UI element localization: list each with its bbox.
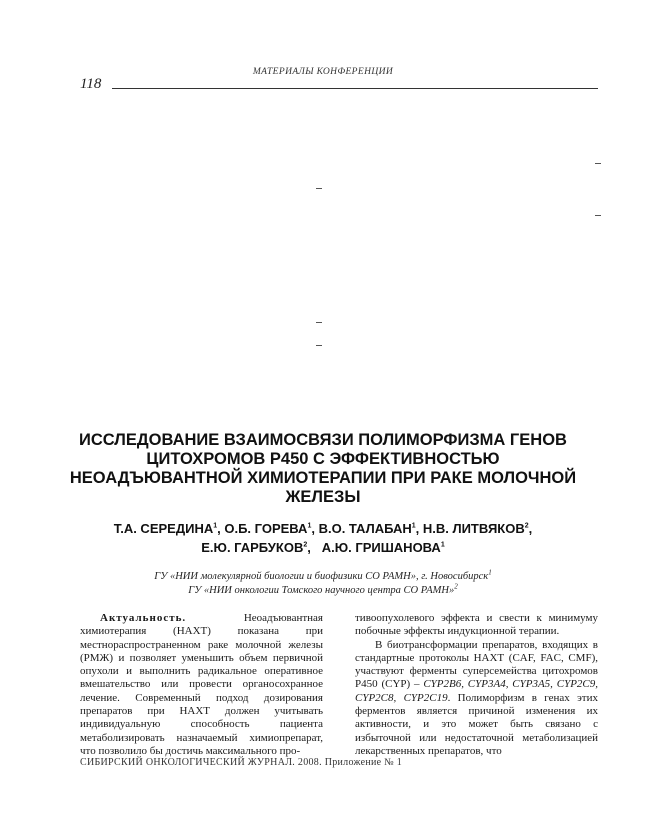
author-name: Т.А. СЕРЕДИНА [113,521,214,536]
author-separator: , [307,540,319,555]
page-number: 118 [80,76,102,92]
author-name: Н.В. ЛИТВЯКОВ [422,521,525,536]
stray-mark [595,163,601,164]
author-affil-number: 1 [440,541,445,549]
header-rule [112,88,598,89]
body-column-right [355,612,598,758]
stray-mark [316,188,322,189]
paragraph [355,639,598,759]
author-separator: , [415,521,423,536]
author-affil-number: 1 [213,522,218,530]
affiliation-number: 1 [488,568,492,577]
author-name: О.Б. ГОРЕВА [224,521,308,536]
author-list [60,519,586,557]
author-affil-number: 2 [303,541,308,549]
author-name: В.О. ТАЛАБАН [318,521,412,536]
affiliations [60,570,586,598]
paragraph-text: В биотрансформации препаратов, входящих в стандартные протоколы НАХТ (CAF, FAC, CMF), участвуют ферменты суперсемейства цитохромов Р450 (CYP) – [355,638,598,691]
author-separator: , [217,521,225,536]
author [114,521,225,536]
affiliation [60,570,586,584]
author-separator: , [311,521,319,536]
author [201,540,318,555]
journal-footer: СИБИРСКИЙ ОНКОЛОГИЧЕСКИЙ ЖУРНАЛ. 2008. Приложение № 1 [80,757,403,768]
author [319,521,423,536]
paragraph [80,612,323,758]
affiliation-number: 2 [454,582,458,591]
affiliation-text: ГУ «НИИ онкологии Томского научного центра СО РАМН» [188,585,455,596]
paragraph-text: Неоадъювантная химиотерапия (НАХТ) показана при местнораспространенном раке молочной железы (РМЖ) и позволяет уменьшить объем первичной опухоли и выполнить радикальное оперативное вмешательство или провести органосохранное лечение. Современный подход дозирования препаратов при НАХТ должен учитывать индивидуальную способность пациента метаболизировать назначаемый химиопрепарат, что позволило бы достичь максимального про- [80,612,323,757]
author [322,540,445,555]
affiliation [60,584,586,598]
author-affil-number: 2 [524,522,529,530]
author-name: Е.Ю. ГАРБУКОВ [201,540,304,555]
body-column-left [80,612,323,758]
running-head: МАТЕРИАЛЫ КОНФЕРЕНЦИИ [252,67,394,77]
stray-mark [595,215,601,216]
paragraph: тивоопухолевого эффекта и свести к минимуму побочные эффекты индукционной терапии. [355,612,598,638]
lead-label: Актуальность. [100,612,187,624]
author [224,521,318,536]
stray-mark [316,322,322,323]
affiliation-text: ГУ «НИИ молекулярной биологии и биофизики СО РАМН», г. Новосибирск [154,571,489,582]
stray-mark [316,345,322,346]
author-affil-number: 1 [411,522,416,530]
author-separator: , [528,521,533,536]
paragraph-text: . Полиморфизм в генах этих ферментов является причиной изменения их активности, и это может быть связано с избыточной или недостаточной метаболизацией лекарственных препаратов, что [355,691,598,757]
author-affil-number: 1 [307,522,312,530]
author [423,521,532,536]
gene-list: CYP2B6, CYP3A4, CYP3A5, CYP2C9, CYP2C8, CYP2C19 [355,678,598,704]
author-name: А.Ю. ГРИШАНОВА [321,540,441,555]
article-title: ИССЛЕДОВАНИЕ ВЗАИМОСВЯЗИ ПОЛИМОРФИЗМА ГЕНОВ ЦИТОХРОМОВ Р450 С ЭФФЕКТИВНОСТЬЮ НЕОАДЪЮВАНТНОЙ ХИМИОТЕРАПИИ ПРИ РАКЕ МОЛОЧНОЙ ЖЕЛЕЗЫ [69,431,577,506]
